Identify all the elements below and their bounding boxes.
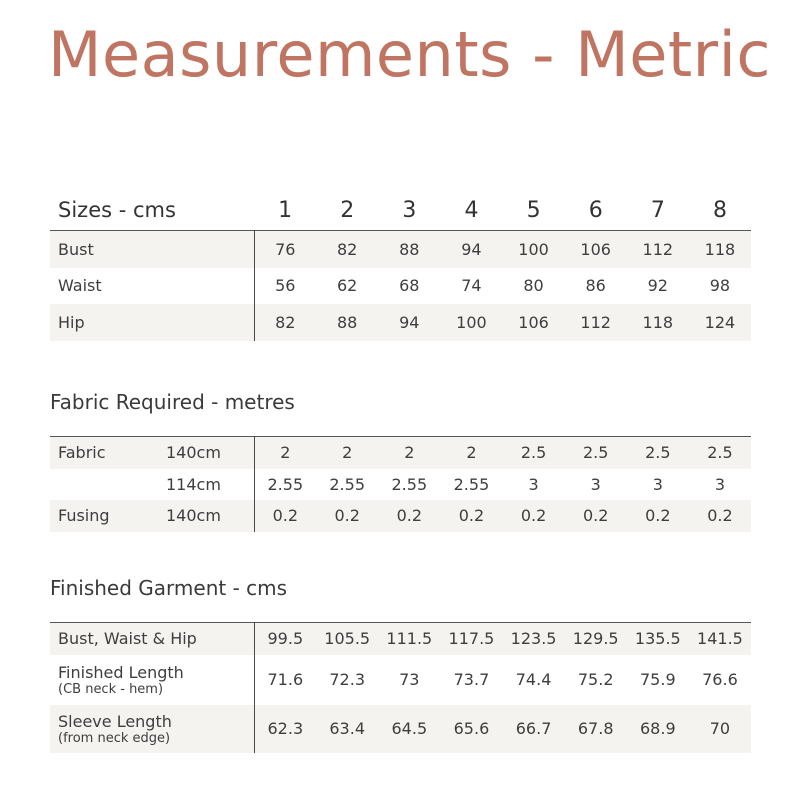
fabric-table [50,436,751,532]
cell-value: 100 [440,304,502,341]
cell-value: 2.5 [689,437,751,469]
sizes-table [50,190,751,341]
cell-value: 65.6 [440,705,502,753]
cell-value: 111.5 [378,623,440,655]
cell-value: 124 [689,304,751,341]
sizes-header-row [50,190,751,231]
cell-value: 2 [378,437,440,469]
cell-value: 76 [254,231,316,268]
row-label [50,705,254,753]
cell-value: 66.7 [503,705,565,753]
cell-value: 0.2 [565,500,627,532]
cell-value: 56 [254,268,316,304]
size-col-header: 8 [712,197,727,223]
fabric-width: 140cm [166,500,254,532]
cell-value: 2.55 [453,474,490,494]
row-label: Waist [58,276,102,295]
row-label [50,469,166,500]
size-col-header: 4 [464,197,479,223]
cell-value: 2 [316,437,378,469]
table-row [50,500,751,532]
cell-value: 92 [647,276,668,295]
row-label: Bust [50,231,254,268]
row-label [50,623,254,655]
cell-value: 3 [590,474,601,494]
fabric-width: 140cm [166,437,254,469]
row-label: Hip [50,304,254,341]
fabric-section-title: Fabric Required - metres [50,390,295,414]
row-label-note: (from neck edge) [58,730,171,746]
cell-value: 141.5 [689,623,751,655]
cell-value: 105.5 [316,623,378,655]
row-label-note: (CB neck - hem) [58,681,164,697]
cell-value: 0.2 [254,500,316,532]
row-label-main: Bust, Waist & Hip [58,628,197,648]
cell-value: 98 [709,276,731,295]
cell-value: 62 [337,276,358,295]
cell-value: 112 [565,304,627,341]
cell-value: 106 [503,304,565,341]
size-col-header: 3 [402,197,417,223]
cell-value: 64.5 [378,705,440,753]
cell-value: 2.5 [565,437,627,469]
cell-value: 117.5 [440,623,502,655]
cell-value: 67.8 [565,705,627,753]
cell-value: 106 [565,231,627,268]
cell-value: 68 [399,276,420,295]
cell-value: 75.9 [640,670,676,689]
cell-value: 86 [585,276,606,295]
table-row [50,655,751,705]
cell-value: 112 [627,231,689,268]
size-col-header: 5 [526,197,541,223]
cell-value: 2 [440,437,502,469]
row-label: Fusing [50,500,166,532]
cell-value: 94 [378,304,440,341]
size-col-header: 7 [650,197,665,223]
cell-value: 80 [523,276,544,295]
cell-value: 0.2 [689,500,751,532]
cell-value: 74.4 [515,670,552,689]
cell-value: 100 [503,231,565,268]
finished-table [50,622,751,753]
cell-value: 68.9 [627,705,689,753]
cell-value: 71.6 [254,655,316,705]
cell-value: 62.3 [254,705,316,753]
table-row [50,231,751,268]
row-label-main: Finished Length [58,662,184,682]
cell-value: 3 [714,474,726,494]
cell-value: 2 [254,437,316,469]
cell-value: 2.5 [503,437,565,469]
cell-value: 73.7 [453,670,490,689]
page-title: Measurements - Metric [48,18,771,91]
cell-value: 63.4 [316,705,378,753]
cell-value: 94 [440,231,502,268]
cell-value: 76.6 [702,670,738,689]
finished-section-title: Finished Garment - cms [50,576,288,600]
cell-value: 82 [254,304,316,341]
cell-value: 2.55 [391,474,428,494]
cell-value: 0.2 [440,500,502,532]
table-row [50,623,751,655]
cell-value: 118 [627,304,689,341]
cell-value: 2.5 [627,437,689,469]
table-row [50,304,751,341]
table-row [50,469,751,500]
cell-value: 0.2 [316,500,378,532]
sizes-header-label: Sizes - cms [58,198,176,222]
cell-value: 72.3 [329,670,365,689]
table-row [50,437,751,469]
cell-value: 88 [378,231,440,268]
cell-value: 74 [461,276,482,295]
size-col-header: 2 [340,197,355,223]
cell-value: 135.5 [627,623,689,655]
table-row [50,268,751,304]
size-col-header: 1 [278,197,293,223]
cell-value: 82 [316,231,378,268]
row-label [50,655,254,705]
cell-value: 0.2 [503,500,565,532]
cell-value: 70 [689,705,751,753]
fabric-width: 114cm [166,474,221,494]
cell-value: 73 [399,670,420,689]
cell-value: 0.2 [627,500,689,532]
cell-value: 2.55 [329,474,365,494]
row-label-main: Sleeve Length [58,711,172,731]
cell-value: 2.55 [254,469,316,500]
cell-value: 129.5 [565,623,627,655]
size-col-header: 6 [588,197,603,223]
cell-value: 123.5 [503,623,565,655]
cell-value: 3 [652,474,663,494]
cell-value: 118 [689,231,751,268]
cell-value: 99.5 [254,623,316,655]
row-label: Fabric [50,437,166,469]
cell-value: 0.2 [378,500,440,532]
cell-value: 3 [528,474,539,494]
cell-value: 88 [316,304,378,341]
cell-value: 75.2 [577,670,614,689]
table-row [50,705,751,753]
